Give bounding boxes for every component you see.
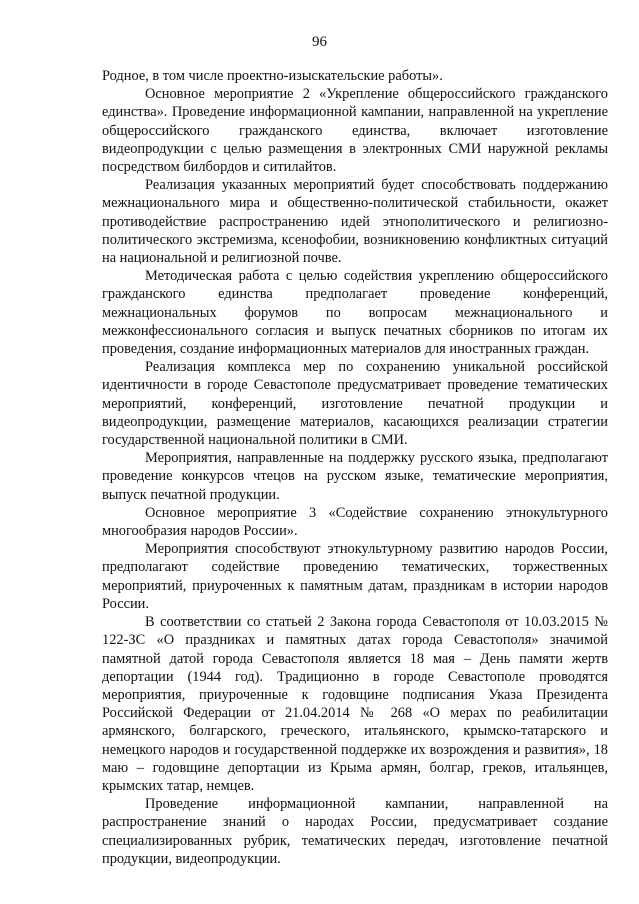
paragraph-main-activity-3: Основное мероприятие 3 «Содействие сохранению этнокультурного многообразия народов России». [102,504,608,540]
document-body [102,67,608,868]
paragraph-ethnocultural-development: Мероприятия способствуют этнокультурному развитию народов России, предполагают содействие проведению тематических, торжественных мероприятий, приуроченных к памятным датам, праздникам в истории народов России. [102,541,608,612]
paragraph-memorial-dates: В соответствии со статьей 2 Закона города Севастополя от 10.03.2015 № 122-ЗС «О праздниках и памятных датах города Севастополя» значимой памятной датой города Севастополя является 18 мая – День памяти жертв депортации (1944 год). Традиционно в городе Севастополе проводятся мероприятия, приуроченные к годовщине подписания Указа Президента Российской Федерации от 21.04.2014 № 268 «О мерах по реабилитации армянского, болгарского, греческого, итальянского, крымско-татарского и немецкого народов и государственной поддержке их возрождения и развития», 18 маю – годовщине депортации из Крыма армян, болгар, греков, итальянцев, крымских татар, немцев. [102,614,608,794]
paragraph-main-activity-2: Основное мероприятие 2 «Укрепление общероссийского гражданского единства». Проведение информационной кампании, направленной на укрепление общероссийского гражданского единства, включает изготовление видеопродукции с целью размещения в электронных СМИ наружной рекламы посредством билбордов и ситилайтов. [102,86,608,176]
paragraph-russian-language: Мероприятия, направленные на поддержку русского языка, предполагают проведение конкурсов чтецов на русском языке, тематические мероприятия, выпуск печатной продукции. [102,450,608,503]
paragraph-implementation-effects: Реализация указанных мероприятий будет способствовать поддержанию межнационального мира и общественно-политической стабильности, окажет противодействие распространению идей этнополитического и религиозно-политического экстремизма, ксенофобии, возникновению конфликтных ситуаций на национальной и религиозной почве. [102,177,608,267]
paragraph-methodical-work: Методическая работа с целью содействия укреплению общероссийского гражданского единства предполагает проведение конференций, межнациональных форумов по вопросам межнационального и межконфессионального согласия и выпуск печатных сборников по итогам их проведения, создание информационных материалов для иностранных граждан. [102,268,608,358]
paragraph-continuation: Родное, в том числе проектно-изыскательские работы». [102,68,443,84]
paragraph-information-campaign: Проведение информационной кампании, направленной на распространение знаний о народах России, предусматривает создание специализированных рубрик, тематических передач, изготовление печатной продукции, видеопродукции. [102,796,608,867]
page-number: 96 [312,34,327,50]
paragraph-russian-identity: Реализация комплекса мер по сохранению уникальной российской идентичности в городе Севастополе предусматривает проведение тематических мероприятий, конференций, изготовление печатной продукции и видеопродукции, размещение материалов, касающихся реализации стратегии государственной национальной политики в СМИ. [102,359,608,449]
